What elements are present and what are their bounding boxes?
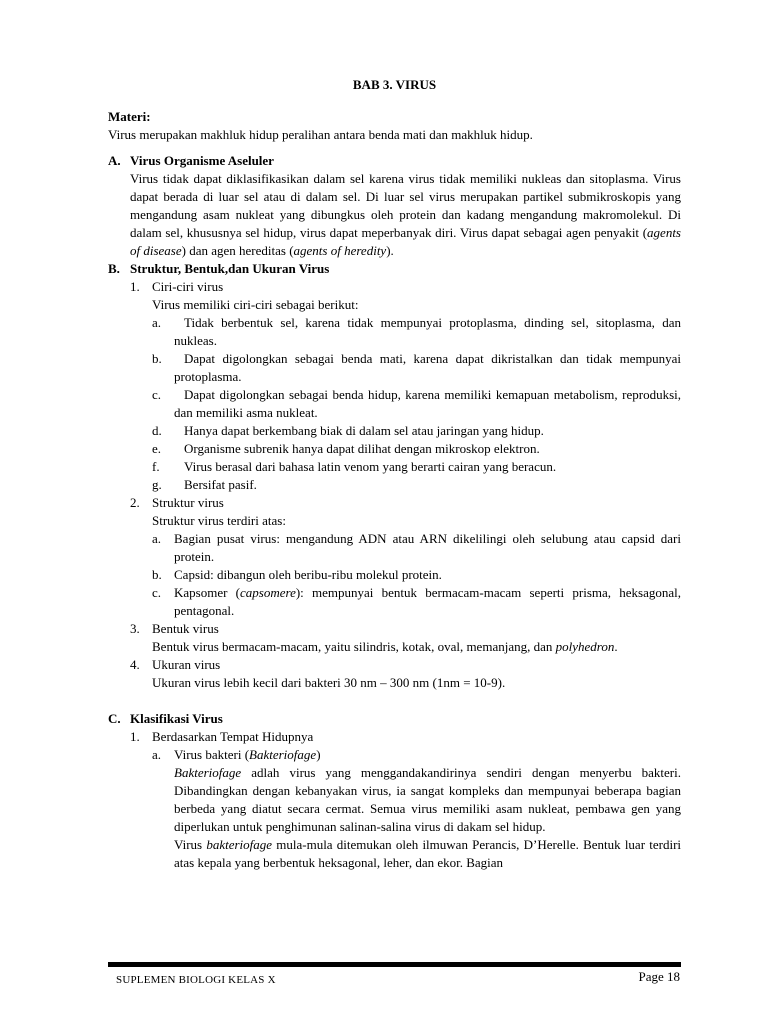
- item-text: Hanya dapat berkembang biak di dalam sel atau jaringan yang hidup.: [184, 423, 544, 438]
- italic-term: polyhedron: [555, 639, 615, 654]
- item-letter: b.: [152, 351, 162, 366]
- list-item: [152, 458, 681, 476]
- subsection-heading: [130, 494, 681, 512]
- subsection-paragraph: Ukuran virus lebih kecil dari bakteri 30 nm – 300 nm (1nm = 10-9).: [152, 675, 506, 690]
- item-letter: a.: [152, 531, 162, 546]
- section-b-heading: [108, 260, 681, 278]
- item-text-part: Virus bakteri (: [174, 747, 250, 762]
- paragraph-text: Bentuk virus bermacam-macam, yaitu silindris, kotak, oval, memanjang, dan: [152, 639, 556, 654]
- item-text: Tidak berbentuk sel, karena tidak mempunyai protoplasma, dinding sel, sitoplasma, dan nukleas.: [174, 315, 681, 348]
- list-item: [152, 530, 681, 566]
- italic-term: Bakteriofage: [174, 765, 242, 780]
- section-a-paragraph: [130, 170, 681, 260]
- list-item: [152, 422, 681, 440]
- paragraph-text: ) dan agen hereditas (: [181, 243, 294, 258]
- item-text: [174, 746, 681, 764]
- subsection-paragraph: [152, 638, 681, 656]
- italic-term: agents of heredity: [293, 243, 387, 258]
- paragraph-text: Virus: [174, 837, 207, 852]
- item-letter: a.: [152, 315, 162, 330]
- list-item: [152, 386, 681, 422]
- section-label: C.: [108, 711, 121, 726]
- paragraph-text: Virus tidak dapat diklasifikasikan dalam sel karena virus tidak memiliki nukleas dan sitoplasma. Virus dapat berada di luar sel atau di dalam sel. Di luar sel virus merupakan partikel submikroskopis yang mengandung asam nukleat yang dibungkus oleh protein dan kadang mengandung makromolekul. Di dalam sel, khususnya sel hidup, virus dapat meperbanyak diri. Virus dapat sebagai agen penyakit (: [130, 171, 681, 240]
- section-label: B.: [108, 261, 120, 276]
- section-label: A.: [108, 153, 121, 168]
- item-text: Virus berasal dari bahasa latin venom yang berarti cairan yang beracun.: [184, 459, 557, 474]
- item-letter: b.: [152, 567, 162, 582]
- paragraph-text: .: [614, 639, 618, 654]
- item-letter: e.: [152, 441, 162, 456]
- footer-title: SUPLEMEN BIOLOGI KELAS X: [116, 974, 276, 986]
- section-title: Klasifikasi Virus: [130, 711, 223, 726]
- section-a-heading: [108, 152, 681, 170]
- item-text-part: ): [316, 747, 321, 762]
- item-letter: c.: [152, 387, 162, 402]
- footer-rule: [108, 962, 681, 967]
- item-number: 4.: [130, 657, 140, 672]
- item-number: 3.: [130, 621, 140, 636]
- item-text: Organisme subrenik hanya dapat dilihat dengan mikroskop elektron.: [184, 441, 540, 456]
- characteristics-list: [108, 314, 681, 494]
- section-title: Struktur, Bentuk,dan Ukuran Virus: [130, 261, 330, 276]
- materi-label: Materi:: [108, 109, 151, 124]
- item-title: Ukuran virus: [152, 657, 221, 672]
- italic-term: bakteriofage: [206, 837, 273, 852]
- item-number: 1.: [130, 279, 140, 294]
- item-number: 2.: [130, 495, 140, 510]
- paragraph-text: mula-mula ditemukan oleh ilmuwan Perancis, D’Herelle. Bentuk luar terdiri atas kepala yang berbentuk heksagonal, leher, dan ekor. Bagian: [174, 837, 682, 870]
- page-number: Page 18: [638, 969, 680, 984]
- item-letter: a.: [152, 747, 162, 762]
- list-item: [152, 440, 681, 458]
- italic-term: Bakteriofage: [249, 747, 317, 762]
- list-item: [152, 584, 681, 620]
- item-text-part: Kapsomer (: [174, 585, 240, 600]
- bacteriophage-paragraph: [174, 764, 681, 836]
- item-text: Bagian pusat virus: mengandung ADN atau ARN dikelilingi oleh selubung atau capsid dari protein.: [174, 531, 681, 564]
- list-item: [152, 350, 681, 386]
- section-c-heading: [108, 710, 681, 728]
- list-item: [152, 314, 681, 350]
- item-text: [174, 584, 681, 620]
- item-title: Bentuk virus: [152, 621, 219, 636]
- item-text: Capsid: dibangun oleh beribu-ribu molekul protein.: [174, 567, 442, 582]
- subsection-heading: [130, 728, 681, 746]
- item-text-part: ): mempunyai bentuk bermacam-macam seperti prisma, heksagonal, pentagonal.: [174, 585, 681, 618]
- materi-text: Virus merupakan makhluk hidup peralihan antara benda mati dan makhluk hidup.: [108, 127, 533, 142]
- subsection-heading: [130, 620, 681, 638]
- paragraph-text: ).: [386, 243, 394, 258]
- item-text: Bersifat pasif.: [184, 477, 257, 492]
- subsection-heading: [130, 656, 681, 674]
- item-letter: d.: [152, 423, 162, 438]
- item-letter: f.: [152, 459, 160, 474]
- section-title: Virus Organisme Aseluler: [130, 153, 274, 168]
- bacteriophage-paragraph: [174, 836, 681, 872]
- item-title: Struktur virus: [152, 495, 224, 510]
- subsection-intro: Struktur virus terdiri atas:: [152, 513, 286, 528]
- subsection-intro: Virus memiliki ciri-ciri sebagai berikut:: [152, 297, 359, 312]
- italic-term: agents of disease: [130, 225, 681, 258]
- list-item: [152, 746, 681, 764]
- item-title: Ciri-ciri virus: [152, 279, 224, 294]
- subsection-heading: [130, 278, 681, 296]
- chapter-title: BAB 3. VIRUS: [352, 77, 437, 92]
- item-title: Berdasarkan Tempat Hidupnya: [152, 729, 314, 744]
- item-letter: c.: [152, 585, 162, 600]
- paragraph-text: adlah virus yang menggandakandirinya sendiri dengan menyerbu bakteri. Dibandingkan dengan kebanyakan virus, ia sangat kompleks dan mempunyai beberapa bagian berbeda yang diatut secara cermat. Semua virus memiliki asam nukleat, pembawa gen yang diperlukan untuk penghimunan salinan-salina virus di dakam sel hidup.: [174, 765, 681, 834]
- list-item: [152, 476, 681, 494]
- italic-term: capsomere: [240, 585, 296, 600]
- document-page: [108, 76, 681, 872]
- item-text: Dapat digolongkan sebagai benda mati, karena dapat dikristalkan dan tidak mempunyai protoplasma.: [174, 351, 681, 384]
- item-letter: g.: [152, 477, 162, 492]
- list-item: [152, 566, 681, 584]
- item-text: Dapat digolongkan sebagai benda hidup, karena memiliki kemapuan metabolism, reproduksi, dan memiliki asma nukleat.: [174, 387, 681, 420]
- item-number: 1.: [130, 729, 140, 744]
